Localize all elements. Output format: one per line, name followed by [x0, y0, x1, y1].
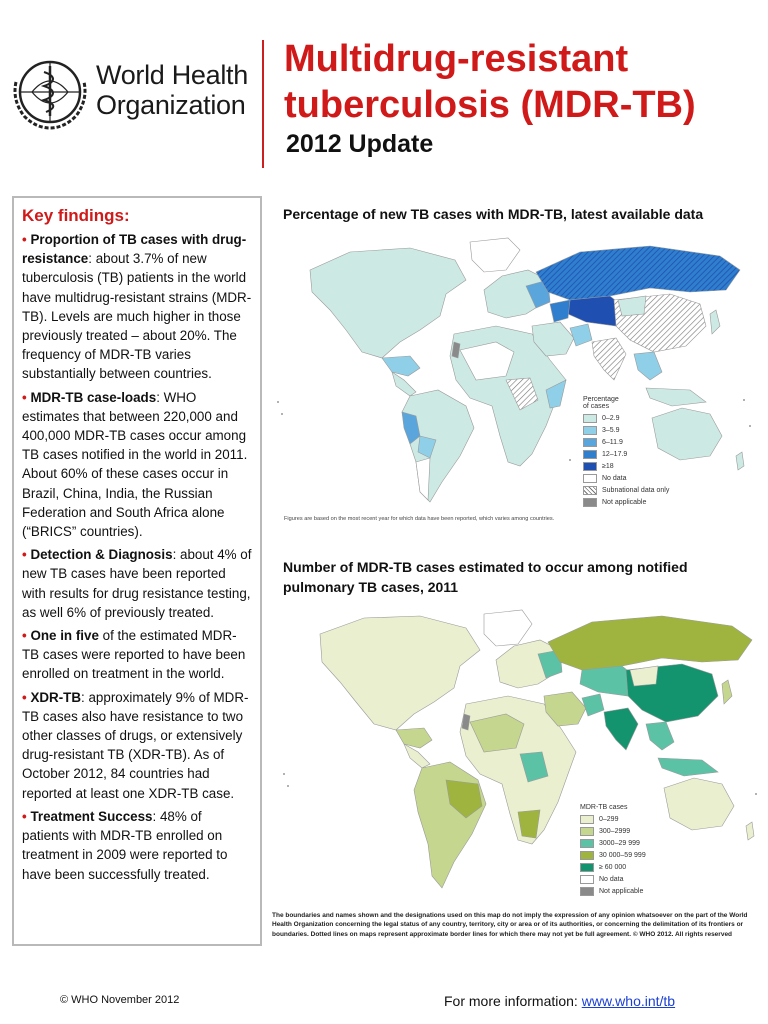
- finding-item: [22, 807, 252, 884]
- legend-swatch: [583, 414, 597, 423]
- legend-swatch: [580, 827, 594, 836]
- legend-item: [583, 412, 703, 424]
- finding-lead: Proportion of TB cases with drug-resistance: [22, 232, 247, 267]
- legend-swatch: [580, 887, 594, 896]
- legend-swatch: [583, 450, 597, 459]
- legend-item: [583, 460, 703, 472]
- header-divider: [262, 40, 264, 168]
- legend-item: [580, 849, 700, 861]
- legend-label: 3–5.9: [602, 426, 620, 434]
- finding-item: [22, 626, 252, 684]
- finding-lead: Detection & Diagnosis: [30, 547, 173, 563]
- legend-title: MDR-TB cases: [580, 804, 628, 811]
- legend-item: [580, 885, 700, 897]
- legend-item: [583, 484, 703, 496]
- legend-swatch: [583, 474, 597, 483]
- legend-item: [580, 813, 700, 825]
- legend-swatch: [583, 462, 597, 471]
- map1-footnote: Figures are based on the most recent year for which data have been reported, which varies among countries.: [284, 516, 555, 522]
- legend-label: 3000–29 999: [599, 839, 640, 847]
- who-logo: [10, 52, 256, 132]
- finding-text: : approximately 9% of MDR-TB cases also have resistance to two other classes of drugs, or extensively drug-resistant TB (XDR-TB). As of October 2012, 84 countries had reported at least one XDR-TB case.: [22, 689, 249, 801]
- legend-item: [580, 861, 700, 873]
- legend-label: 6–11.9: [602, 438, 623, 446]
- legend-title-line1: Percentage: [583, 396, 619, 403]
- legend-item: [583, 424, 703, 436]
- legend-label: 300–2999: [599, 827, 631, 835]
- legend-swatch: [583, 498, 597, 507]
- legend-swatch: [583, 426, 597, 435]
- legend-label: 0–2.9: [602, 414, 620, 422]
- finding-lead: One in five: [30, 628, 99, 644]
- bullet: •: [22, 232, 27, 247]
- finding-text: of the estimated MDR-TB cases were reported to have been enrolled on treatment in the world.: [22, 628, 246, 682]
- finding-item: [22, 545, 252, 622]
- legend-item: [580, 873, 700, 885]
- legend-title-line2: of cases: [583, 403, 610, 410]
- legend-swatch: [583, 486, 597, 495]
- legend-item: [583, 436, 703, 448]
- finding-item: [22, 230, 252, 384]
- finding-text: : 48% of patients with MDR-TB enrolled on treatment in 2009 were reported to have been successfully treated.: [22, 808, 228, 882]
- finding-item: [22, 688, 252, 803]
- organization-name: [96, 60, 248, 120]
- map1-title: Percentage of new TB cases with MDR-TB, latest available data: [283, 206, 704, 222]
- bullet: •: [22, 689, 27, 705]
- legend-swatch: [580, 863, 594, 872]
- more-info-link[interactable]: www.who.int/tb: [581, 993, 676, 1009]
- legend-label: Not applicable: [602, 498, 647, 506]
- legend-swatch: [580, 851, 594, 860]
- legend-swatch: [580, 815, 594, 824]
- org-name-line2: Organization: [96, 90, 246, 120]
- key-findings-box: [12, 196, 262, 946]
- map2-legend: [580, 804, 700, 897]
- bullet: •: [22, 808, 27, 824]
- org-name-line1: World Health: [96, 60, 248, 90]
- legend-item: [583, 448, 703, 460]
- legend-swatch: [583, 438, 597, 447]
- more-info-label: For more information:: [444, 993, 582, 1009]
- map1-legend: [583, 396, 703, 508]
- finding-lead: Treatment Success: [30, 808, 153, 824]
- legend-label: ≥18: [602, 462, 614, 470]
- legend-label: No data: [602, 474, 627, 482]
- finding-item: [22, 388, 252, 542]
- finding-text: : WHO estimates that between 220,000 and 400,000 MDR-TB cases occur among TB cases notified in the world in 2011. About 60% of these cases occur in Brazil, China, India, the Russian Federation and South Africa alone (“BRICS” countries).: [22, 389, 248, 540]
- legend-label: No data: [599, 875, 624, 883]
- bullet: •: [22, 628, 27, 644]
- page-title: [284, 36, 754, 128]
- finding-text: : about 3.7% of new tuberculosis (TB) patients in the world have multidrug-resistant strains (MDR-TB). Levels are much higher in those previously treated – about 20%. The frequency of MDR-TB varies substantially between countries.: [22, 251, 252, 382]
- key-findings-list: [22, 230, 252, 884]
- finding-lead: XDR-TB: [30, 689, 82, 705]
- legend-label: Subnational data only: [602, 486, 670, 494]
- legend-label: Not applicable: [599, 887, 644, 895]
- page-subtitle: 2012 Update: [286, 130, 434, 158]
- legend-label: ≥ 60 000: [599, 863, 627, 871]
- legend-label: 0–299: [599, 815, 619, 823]
- footer-copyright: © WHO November 2012: [60, 994, 180, 1006]
- finding-lead: MDR-TB case-loads: [30, 389, 157, 405]
- legend-item: [583, 472, 703, 484]
- legend-label: 30 000–59 999: [599, 851, 646, 859]
- title-line1: Multidrug-resistant: [284, 38, 629, 80]
- legend-swatch: [580, 875, 594, 884]
- footer-more-info: [444, 993, 675, 1009]
- legend-item: [580, 825, 700, 837]
- legend-item: [580, 837, 700, 849]
- legend-item: [583, 496, 703, 508]
- who-emblem-icon: [10, 52, 90, 132]
- map2-title: Number of MDR-TB cases estimated to occur among notified pulmonary TB cases, 2011: [283, 559, 688, 595]
- legend-swatch: [580, 839, 594, 848]
- finding-text: : about 4% of new TB cases have been reported with results for drug resistance testing, as well 6% of previously treated.: [22, 547, 252, 620]
- bullet: •: [22, 547, 27, 563]
- legend-title: [583, 396, 703, 410]
- key-findings-title: Key findings:: [22, 206, 130, 225]
- legend-label: 12–17.9: [602, 450, 628, 458]
- map-disclaimer: The boundaries and names shown and the designations used on this map do not imply the expression of any opinion whatsoever on the part of the World Health Organization concerning the legal status of any country, territory, city or area or of its authorities, or concerning the delimitation of its frontiers or boundaries. Dotted lines on maps represent approximate border lines for which there may not yet be full agreement. © WHO 2012. All rights reserved: [272, 912, 748, 938]
- title-line2: tuberculosis (MDR-TB): [284, 84, 696, 126]
- bullet: •: [22, 389, 27, 405]
